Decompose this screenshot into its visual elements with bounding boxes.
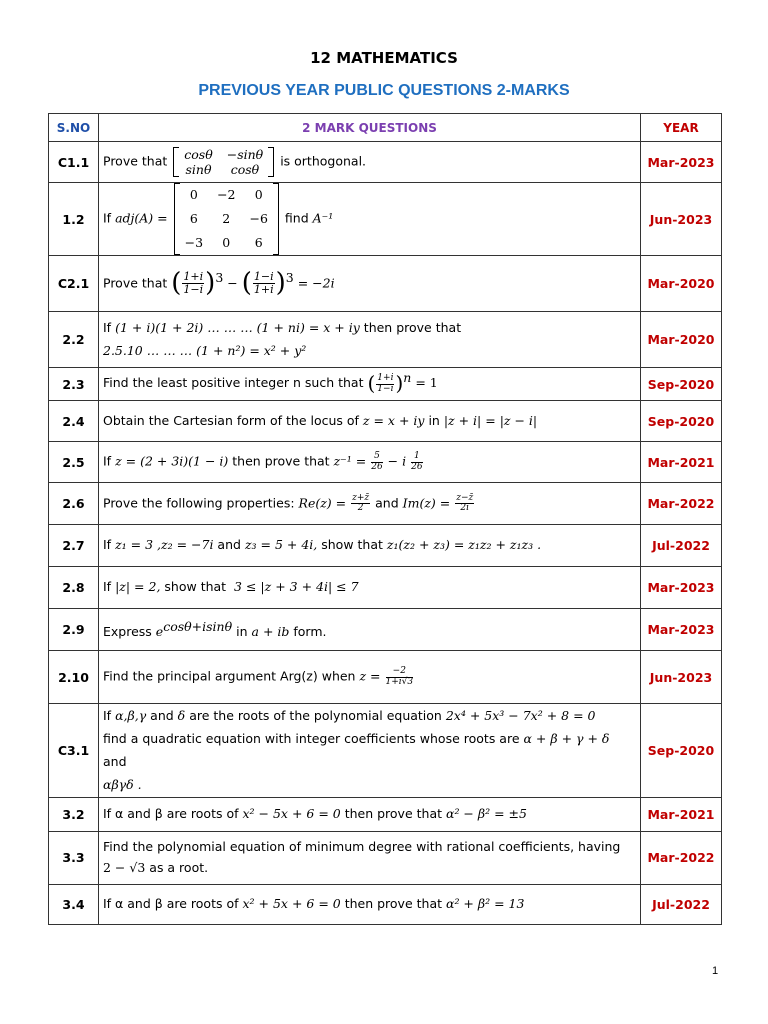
math-expression: 2 − √3 [103,860,146,875]
question-text: as a root. [149,860,209,875]
question-text: in [428,412,440,428]
question-text: form. [293,624,327,640]
row-year: Jun-2023 [641,183,722,256]
question-text: If [103,579,112,595]
fraction: $\frac{-2}{1+i√3}$ [385,666,414,687]
table-header-row [49,114,722,142]
row-year: Mar-2022 [641,483,722,525]
math-expression: z = [359,668,381,684]
matrix-cell: −3 [184,235,204,250]
row-year: Mar-2023 [641,142,722,183]
question-text: If [103,319,112,335]
math-expression: Im(z) = [402,495,451,510]
math-expression: z₃ = 5 + 4i, [244,537,318,553]
math-expression: |z| = 2, [115,579,161,595]
row-sno: 2.6 [49,483,99,525]
header-questions: 2 MARK QUESTIONS [99,114,641,142]
matrix-cell: 0 [222,235,231,250]
math-expression: − i [387,453,407,469]
row-question [99,831,641,884]
row-sno: 2.8 [49,567,99,609]
matrix-cell: −6 [249,211,268,226]
row-sno: 1.2 [49,183,99,256]
matrix-cell: 2 [222,211,231,226]
question-text: then prove that [344,805,443,821]
math-expression: δ [177,708,186,723]
table-row [49,183,722,256]
fraction: $\frac{z-z̄}{2i}$ [456,492,474,513]
question-text: then prove that [344,895,443,911]
header-sno: S.NO [49,114,99,142]
header-year: YEAR [641,114,722,142]
math-expression: z₁(z₂ + z₃) = z₁z₂ + z₁z₃ . [386,537,542,553]
exponent: 3 [215,269,224,285]
row-question [99,797,641,831]
question-text: If α and β are roots of [103,895,239,911]
row-year: Sep-2020 [641,704,722,798]
row-question [99,401,641,442]
question-text: Find the principal argument Arg(z) when [103,668,356,684]
table-row [49,797,722,831]
table-row [49,884,722,924]
math-expression: 2.5.10 … … … (1 + n²) = x² + y² [103,343,307,358]
matrix-cell: 0 [254,187,263,202]
exponent: 3 [285,269,294,285]
table-row [49,312,722,368]
question-text: and [150,708,174,723]
row-year: Jun-2023 [641,651,722,704]
math-expression: adj(A) = [115,210,168,226]
question-text: and [103,754,127,770]
row-sno: 2.7 [49,525,99,567]
table-row [49,483,722,525]
question-text: in [236,624,248,640]
math-expression: = 1 [415,375,438,391]
exponent: n [403,370,412,386]
math-expression: = −2i [297,275,335,290]
row-question [99,525,641,567]
math-expression: z = (2 + 3i)(1 − i) [115,453,229,469]
math-expression: αβγδ . [103,777,142,793]
row-year: Mar-2022 [641,831,722,884]
matrix-cell: sinθ [185,162,212,177]
row-sno: C2.1 [49,256,99,312]
math-expression: a + ib [251,624,290,640]
row-question [99,567,641,609]
question-text: then prove that [363,319,462,335]
question-text: Express [103,624,152,640]
matrix-cell: cosθ [184,147,213,162]
question-text: If [103,537,112,553]
math-expression: α,β,γ [115,708,147,723]
row-year: Jul-2022 [641,525,722,567]
math-expression: |z + i| = |z − i| [443,412,538,428]
question-text: is orthogonal. [280,153,367,169]
row-question [99,142,641,183]
document-subtitle: PREVIOUS YEAR PUBLIC QUESTIONS 2-MARKS [198,82,570,99]
row-question [99,183,641,256]
row-year: Mar-2020 [641,256,722,312]
row-question [99,483,641,525]
question-text: Find the polynomial equation of minimum degree with rational coefficients, having [103,838,621,854]
table-row [49,567,722,609]
matrix-cell: 6 [254,235,263,250]
fraction: $\frac{z+z̄}{2}$ [352,492,370,513]
document-title: 12 MATHEMATICS [310,49,458,67]
row-question [99,884,641,924]
fraction: $\frac{1}{26}$ [411,451,423,472]
row-sno: 2.3 [49,368,99,401]
table-row [49,704,722,798]
math-expression: x² − 5x + 6 = 0 [242,805,341,821]
row-year: Mar-2020 [641,312,722,368]
row-sno: 2.10 [49,651,99,704]
table-row [49,525,722,567]
row-question [99,312,641,368]
row-year: Mar-2021 [641,797,722,831]
table-row [49,256,722,312]
row-sno: 3.2 [49,797,99,831]
row-sno: 2.5 [49,442,99,483]
row-year: Mar-2023 [641,567,722,609]
row-sno: C3.1 [49,704,99,798]
question-text: find a quadratic equation with integer coefficients whose roots are [103,731,520,747]
row-year: Sep-2020 [641,401,722,442]
math-expression: α + β + γ + δ [523,731,610,747]
question-text: Prove the following properties: [103,495,295,510]
question-text: Prove that [103,275,168,290]
fraction: $\frac{1-i}{1+i}$ [253,270,274,296]
question-text: and [375,495,399,510]
row-year: Sep-2020 [641,368,722,401]
question-text: If [103,453,112,469]
question-text: Find the least positive integer n such that [103,375,364,391]
question-text: then prove that [232,453,330,469]
table-row [49,442,722,483]
question-text: find [284,210,309,226]
math-expression: 3 ≤ |z + 3 + 4i| ≤ 7 [234,579,359,595]
questions-table [48,113,722,925]
row-question [99,609,641,651]
question-text: If α and β are roots of [103,805,239,821]
math-expression: z = x + iy [362,412,425,428]
table-row [49,368,722,401]
math-expression: (1 + i)(1 + 2i) … … … (1 + ni) = x + iy [115,319,360,335]
math-expression: z₁ = 3 ,z₂ = −7i [115,537,214,553]
question-text: Obtain the Cartesian form of the locus of [103,412,359,428]
exponent: cosθ+isinθ [163,618,233,634]
row-question [99,442,641,483]
row-question: Prove that ( $\frac{1+i}{1-i}$ )$^3$ − ( $\frac{1-i}{1+i}$ )$^3$ = −2i [99,256,641,312]
math-expression: α² − β² = ±5 [446,805,527,821]
math-expression: α² + β² = 13 [446,895,525,911]
table-row [49,651,722,704]
row-sno: 3.4 [49,884,99,924]
page-number: 1 [712,965,719,977]
question-text: show that [321,537,383,553]
question-text: and [217,537,241,553]
fraction: $\frac{1+i}{1-i}$ [183,270,204,296]
matrix [173,147,274,177]
question-text: are the roots of the polynomial equation [189,708,442,723]
table-row [49,831,722,884]
math-expression: e [155,624,164,640]
question-text: If [103,210,112,226]
matrix-cell: −2 [217,187,236,202]
row-year: Jul-2022 [641,884,722,924]
fraction: $\frac{1+i}{1-i}$ [377,373,394,394]
row-sno: 3.3 [49,831,99,884]
math-expression: z⁻¹ = [333,453,367,469]
matrix-cell: 0 [189,187,198,202]
row-year: Mar-2023 [641,609,722,651]
row-sno: 2.4 [49,401,99,442]
math-expression: 2x⁴ + 5x³ − 7x² + 8 = 0 [445,708,596,723]
table-row [49,609,722,651]
fraction: $\frac{5}{26}$ [371,451,383,472]
matrix-cell: cosθ [230,162,260,177]
table-row [49,142,722,183]
row-question [99,704,641,798]
math-expression: A⁻¹ [312,210,334,226]
row-sno: 2.9 [49,609,99,651]
question-text: If [103,708,112,723]
matrix [174,183,279,255]
row-sno: 2.2 [49,312,99,368]
question-text: show that [164,579,227,595]
math-expression: Re(z) = [298,495,347,510]
matrix-cell: −sinθ [226,147,264,162]
row-sno: C1.1 [49,142,99,183]
math-expression: x² + 5x + 6 = 0 [242,895,341,911]
row-question: Find the least positive integer n such that ( $\frac{1+i}{1-i}$ )$^n$ = 1 [99,368,641,401]
table-row [49,401,722,442]
row-year: Mar-2021 [641,442,722,483]
row-question [99,651,641,704]
question-text: Prove that [103,153,168,169]
matrix-cell: 6 [189,211,198,226]
